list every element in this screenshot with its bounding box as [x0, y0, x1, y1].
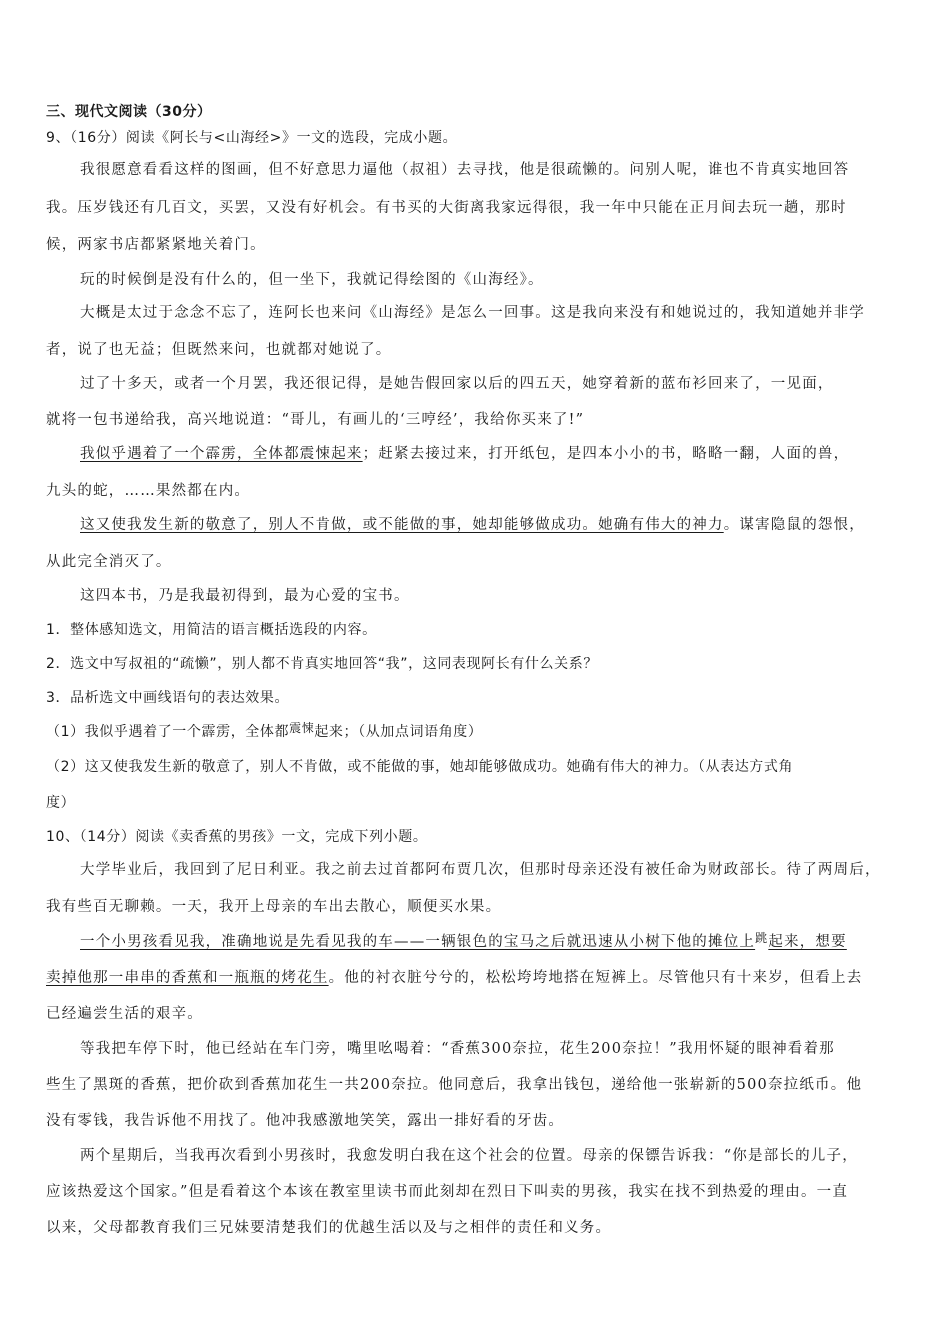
passage-line [80, 515, 865, 535]
sub-question-3-1 [46, 722, 483, 742]
passage-text: 。他的衬衣脏兮兮的，松松垮垮地搭在短裤上。尽管他只有十来岁，但看上去 [328, 970, 863, 986]
dotted-word: 震悚 [289, 721, 315, 735]
passage-line: 应该热爱这个国家。”但是看着这个本该在教室里读书而此刻却在烈日下叫卖的男孩，我实在找不到热爱的理由。一直 [46, 1184, 849, 1200]
passage-line: 从此完全消灭了。 [46, 554, 172, 570]
question-10-header: 10、（14分）阅读《卖香蕉的男孩》一文，完成下列小题。 [46, 829, 428, 845]
passage-line: 大学毕业后，我回到了尼日利亚。我之前去过首都阿布贾几次，但那时母亲还没有被任命为财政部长。待了两周后， [80, 862, 881, 878]
question-text: 起来；（从加点词语角度） [314, 724, 483, 740]
passage-line: 以来，父母都教育我们三兄妹要清楚我们的优越生活以及与之相伴的责任和义务。 [46, 1220, 612, 1236]
underlined-sentence: 一个小男孩看见我，准确地说是先看见我的车——一辆银色的宝马之后就迅速从小树下他的摊位上 [80, 934, 756, 950]
passage-line: 已经遍尝生活的艰辛。 [46, 1006, 203, 1022]
sub-question-3-2: （2）这又使我发生新的敬意了，别人不肯做，或不能做的事，她却能够做成功。她确有伟大的神力。（从表达方式角 [46, 759, 794, 775]
underlined-sentence: 卖掉他那一串串的香蕉和一瓶瓶的烤花生 [46, 970, 329, 986]
passage-line: 九头的蛇，……果然都在内。 [46, 483, 251, 499]
question-text: （1）我似乎遇着了一个霹雳，全体都 [46, 724, 290, 740]
passage-line: 就将一包书递给我，高兴地说道：“哥儿，有画儿的‘三哼经’，我给你买来了!” [46, 412, 585, 428]
passage-line: 过了十多天，或者一个月罢，我还很记得，是她告假回家以后的四五天，她穿着新的蓝布衫回来了，一见面， [80, 376, 834, 392]
underlined-sentence: 这又使我发生新的敬意了，别人不肯做，或不能做的事，她却能够做成功。她确有伟大的神力 [80, 517, 724, 533]
passage-line: 些生了黑斑的香蕉，把价砍到香蕉加花生一共200奈拉。他同意后，我拿出钱包，递给他一张崭新的500奈拉纸币。他 [46, 1077, 863, 1093]
passage-line: 我很愿意看看这样的图画，但不好意思力逼他（叔祖）去寻找，他是很疏懒的。问别人呢，谁也不肯真实地回答 [80, 162, 850, 178]
passage-text: ；赶紧去接过来，打开纸包，是四本小小的书，略略一翻，人面的兽， [362, 446, 850, 462]
passage-line [80, 932, 847, 952]
passage-line [80, 444, 849, 464]
passage-line: 这四本书，乃是我最初得到，最为心爱的宝书。 [80, 588, 410, 604]
passage-line: 等我把车停下时，他已经站在车门旁，嘴里吆喝着：“香蕉300奈拉，花生200奈拉！”我用怀疑的眼神看着那 [80, 1041, 835, 1057]
passage-line: 两个星期后，当我再次看到小男孩时，我愈发明白我在这个社会的位置。母亲的保镖告诉我：“你是部长的儿子， [80, 1148, 858, 1164]
section-title: 三、现代文阅读（30分） [46, 104, 212, 120]
passage-text: 。谋害隐鼠的怨恨， [723, 517, 866, 533]
passage-line [46, 968, 862, 988]
passage-line: 候，两家书店都紧紧地关着门。 [46, 237, 266, 253]
underlined-sentence: 我似乎遇着了一个霹雳，全体都震悚起来 [80, 446, 363, 462]
sub-question-3: 3．品析选文中画线语句的表达效果。 [46, 690, 290, 706]
sub-question-1: 1．整体感知选文，用简洁的语言概括选段的内容。 [46, 622, 377, 638]
passage-line: 我。压岁钱还有几百文，买罢，又没有好机会。有书买的大街离我家远得很，我一年中只能在正月间去玩一趟，那时 [46, 200, 847, 216]
question-9-header: 9、（16分）阅读《阿长与<山海经>》一文的选段，完成小题。 [46, 130, 458, 146]
raised-character: 跳 [755, 931, 769, 945]
underlined-sentence: 起来，想要 [768, 934, 847, 950]
passage-line: 者，说了也无益；但既然来问，也就都对她说了。 [46, 342, 392, 358]
passage-line: 我有些百无聊赖。一天，我开上母亲的车出去散心，顺便买水果。 [46, 899, 502, 915]
passage-line: 没有零钱，我告诉他不用找了。他冲我感激地笑笑，露出一排好看的牙齿。 [46, 1113, 565, 1129]
sub-question-2: 2．选文中写叔祖的“疏懒”，别人都不肯真实地回答“我”，这同表现阿长有什么关系？ [46, 656, 598, 672]
sub-question-3-2-cont: 度） [46, 795, 76, 811]
passage-line: 大概是太过于念念不忘了，连阿长也来问《山海经》是怎么一回事。这是我向来没有和她说过的，我知道她并非学 [80, 305, 865, 321]
passage-line: 玩的时候倒是没有什么的，但一坐下，我就记得绘图的《山海经》。 [80, 272, 544, 288]
